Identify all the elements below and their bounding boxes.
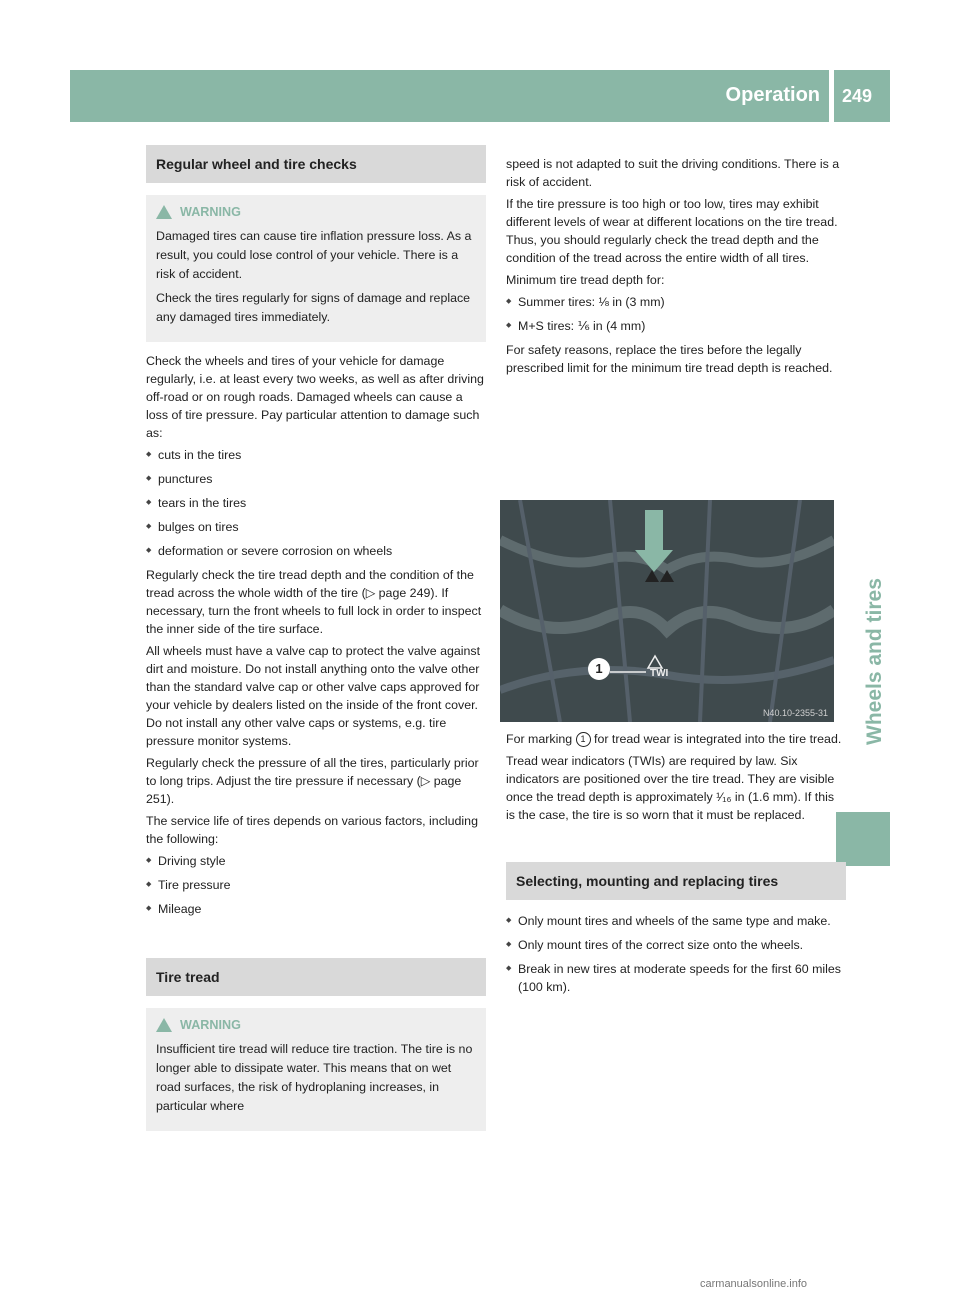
paragraph: For safety reasons, replace the tires before the legally prescribed limit for the minimum tire tread depth is reached. bbox=[506, 343, 833, 375]
list-item: ◆ tears in the tires bbox=[146, 494, 486, 512]
header-divider bbox=[829, 70, 834, 122]
callout-ref: 1 bbox=[576, 732, 591, 747]
list-item: ◆ Mileage bbox=[146, 900, 486, 918]
paragraph: All wheels must have a valve cap to protect the valve against dirt and moisture. Do not install anything onto the valve other than the standard valve cap or other valve caps approved for your vehicle by dealers listed on the inside of the front cover. Do not install any other valve caps or systems, e.g. tire pressure monitor systems. bbox=[146, 644, 481, 748]
tire-tread-figure bbox=[500, 500, 834, 722]
min-depth-list bbox=[506, 293, 846, 335]
right-column-top bbox=[506, 155, 846, 381]
callout-number: 1 bbox=[588, 658, 610, 680]
list-item: ◆ Only mount tires and wheels of the same type and make. bbox=[506, 912, 846, 930]
paragraph: Tread wear indicators (TWIs) are required by law. Six indicators are positioned over the tire tread. They are visible once the tread depth is approximately ¹⁄₁₆ in (1.6 mm). If this is the case, the tire is so worn that it must be replaced. bbox=[506, 754, 835, 822]
warning-text: Check the tires regularly for signs of damage and replace any damaged tires immediately. bbox=[156, 291, 471, 324]
right-column-bottom bbox=[506, 730, 846, 1002]
list-item: ◆ Summer tires: ⅛ in (3 mm) bbox=[506, 293, 846, 311]
list-item: ◆ punctures bbox=[146, 470, 486, 488]
warning-text: Damaged tires can cause tire inflation pressure loss. As a result, you could lose control of your vehicle. There is a risk of accident. bbox=[156, 229, 472, 281]
factors-list bbox=[146, 852, 486, 918]
left-column bbox=[146, 145, 486, 1141]
section-title: Operation bbox=[725, 84, 820, 106]
list-item: ◆ cuts in the tires bbox=[146, 446, 486, 464]
list-item: ◆ Tire pressure bbox=[146, 876, 486, 894]
mounting-list bbox=[506, 912, 846, 996]
paragraph: The service life of tires depends on various factors, including the following: bbox=[146, 814, 478, 846]
warning-text: Insufficient tire tread will reduce tire traction. The tire is no longer able to dissipate water. This means that on wet road surfaces, the risk of hydroplaning increases, in particular where bbox=[156, 1042, 473, 1113]
page-number: 249 bbox=[842, 86, 873, 106]
warning-title: WARNING bbox=[180, 1018, 241, 1032]
paragraph: Regularly check the tire tread depth and the condition of the tread across the whole width of the tire (▷ page 249). If necessary, turn the front wheels to full lock in order to inspect the inner side of the tire surface. bbox=[146, 568, 482, 636]
section-heading-checks: Regular wheel and tire checks bbox=[146, 145, 486, 183]
arrow-head bbox=[635, 550, 673, 572]
list-item: ◆ M+S tires: ⅙ in (4 mm) bbox=[506, 317, 846, 335]
paragraph: Check the wheels and tires of your vehicle for damage regularly, i.e. at least every two weeks, as well as after driving off-road or on rough roads. Damaged wheels can cause a loss of tire pressure. Pay particular attention to damage such as: bbox=[146, 354, 484, 440]
watermark: carmanualsonline.info bbox=[700, 1278, 808, 1290]
list-item: ◆ bulges on tires bbox=[146, 518, 486, 536]
list-item: ◆ Break in new tires at moderate speeds for the first 60 miles (100 km). bbox=[506, 960, 846, 996]
section-heading-tread: Tire tread bbox=[146, 958, 486, 996]
paragraph: If the tire pressure is too high or too low, tires may exhibit different levels of wear at different locations on the tire tread. Thus, you should regularly check the tread depth and the condition of the tread across the entire width of all tires. bbox=[506, 197, 838, 265]
tire-tread-illustration bbox=[500, 500, 834, 722]
list-item: ◆ Driving style bbox=[146, 852, 486, 870]
paragraph: Minimum tire tread depth for: bbox=[506, 273, 665, 287]
figure-code: N40.10-2355-31 bbox=[762, 708, 828, 718]
warning-box bbox=[146, 1008, 486, 1131]
paragraph: For marking 1 for tread wear is integrated into the tire tread. bbox=[506, 732, 842, 746]
warning-box bbox=[146, 195, 486, 342]
paragraph: speed is not adapted to suit the driving conditions. There is a risk of accident. bbox=[506, 157, 840, 189]
damage-list bbox=[146, 446, 486, 560]
warning-triangle-icon bbox=[156, 1018, 172, 1032]
list-item: ◆ deformation or severe corrosion on wheels bbox=[146, 542, 486, 560]
arrow-indicator bbox=[645, 510, 663, 550]
paragraph: Regularly check the pressure of all the tires, particularly prior to long trips. Adjust the tire pressure if necessary (▷ page 251). bbox=[146, 756, 479, 806]
section-heading-mounting: Selecting, mounting and replacing tires bbox=[506, 862, 846, 900]
warning-triangle-icon bbox=[156, 205, 172, 219]
warning-title: WARNING bbox=[180, 205, 241, 219]
list-item: ◆ Only mount tires of the correct size onto the wheels. bbox=[506, 936, 846, 954]
twi-label: TWI bbox=[650, 668, 669, 679]
side-tab-label: Wheels and tires bbox=[863, 578, 886, 745]
